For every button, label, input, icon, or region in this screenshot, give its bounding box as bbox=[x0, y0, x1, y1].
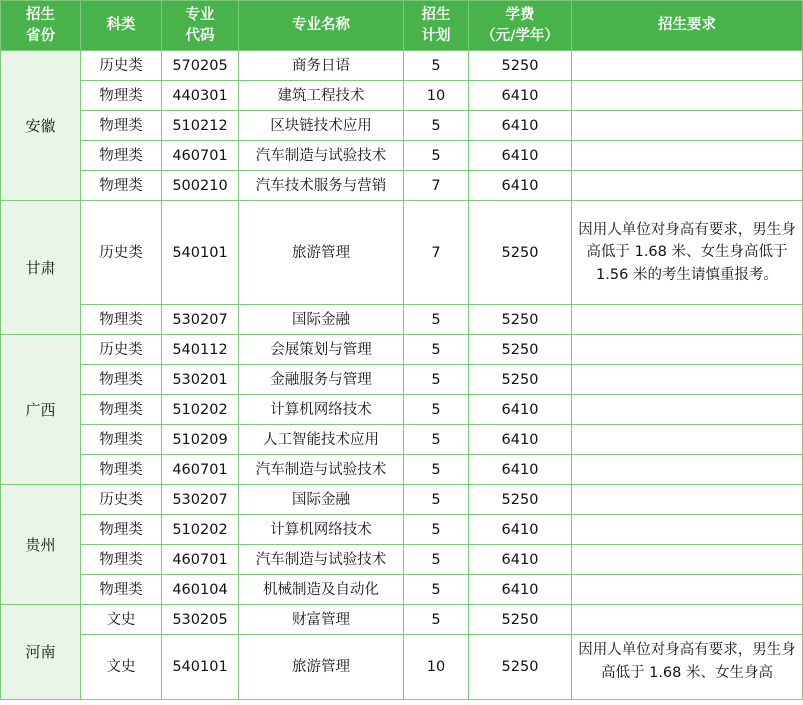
header-fee-text: 学费 （元/学年） bbox=[481, 6, 559, 44]
header-plan bbox=[404, 1, 469, 51]
table-row bbox=[1, 171, 803, 201]
code-cell: 530201 bbox=[162, 365, 239, 395]
requirement-cell bbox=[572, 111, 803, 141]
table-row bbox=[1, 635, 803, 700]
plan-cell: 10 bbox=[404, 81, 469, 111]
plan-cell: 7 bbox=[404, 201, 469, 305]
fee-cell: 5250 bbox=[469, 51, 572, 81]
requirement-cell bbox=[572, 455, 803, 485]
plan-cell: 5 bbox=[404, 395, 469, 425]
code-cell: 460701 bbox=[162, 141, 239, 171]
plan-cell: 5 bbox=[404, 485, 469, 515]
requirement-cell bbox=[572, 425, 803, 455]
plan-cell: 5 bbox=[404, 455, 469, 485]
code-cell: 570205 bbox=[162, 51, 239, 81]
requirement-cell: 因用人单位对身高有要求，男生身高低于 1.68 米、女生身高 bbox=[572, 635, 803, 700]
category-cell: 历史类 bbox=[81, 335, 162, 365]
fee-cell: 6410 bbox=[469, 575, 572, 605]
requirement-cell bbox=[572, 485, 803, 515]
code-cell: 530205 bbox=[162, 605, 239, 635]
category-cell: 文史 bbox=[81, 605, 162, 635]
major-cell: 机械制造及自动化 bbox=[239, 575, 404, 605]
code-cell: 460104 bbox=[162, 575, 239, 605]
plan-cell: 5 bbox=[404, 335, 469, 365]
fee-cell: 6410 bbox=[469, 395, 572, 425]
major-cell: 人工智能技术应用 bbox=[239, 425, 404, 455]
major-cell: 汽车制造与试验技术 bbox=[239, 545, 404, 575]
code-cell: 510209 bbox=[162, 425, 239, 455]
province-cell: 贵州 bbox=[1, 485, 81, 605]
major-cell: 国际金融 bbox=[239, 305, 404, 335]
plan-cell: 5 bbox=[404, 111, 469, 141]
requirement-cell bbox=[572, 335, 803, 365]
code-cell: 460701 bbox=[162, 455, 239, 485]
fee-cell: 6410 bbox=[469, 515, 572, 545]
header-requirement: 招生要求 bbox=[572, 1, 803, 51]
province-cell: 甘肃 bbox=[1, 201, 81, 335]
table-body bbox=[1, 51, 803, 700]
category-cell: 物理类 bbox=[81, 171, 162, 201]
province-cell: 河南 bbox=[1, 605, 81, 700]
requirement-cell bbox=[572, 575, 803, 605]
major-cell: 计算机网络技术 bbox=[239, 515, 404, 545]
fee-cell: 6410 bbox=[469, 81, 572, 111]
table-row bbox=[1, 305, 803, 335]
major-cell: 财富管理 bbox=[239, 605, 404, 635]
table-row bbox=[1, 395, 803, 425]
header-major: 专业名称 bbox=[239, 1, 404, 51]
plan-cell: 7 bbox=[404, 171, 469, 201]
category-cell: 历史类 bbox=[81, 485, 162, 515]
fee-cell: 6410 bbox=[469, 425, 572, 455]
fee-cell: 5250 bbox=[469, 305, 572, 335]
fee-cell: 6410 bbox=[469, 455, 572, 485]
header-category: 科类 bbox=[81, 1, 162, 51]
requirement-cell bbox=[572, 605, 803, 635]
requirement-cell: 因用人单位对身高有要求，男生身高低于 1.68 米、女生身高低于 1.56 米的考生请慎重报考。 bbox=[572, 201, 803, 305]
code-cell: 540101 bbox=[162, 201, 239, 305]
plan-cell: 5 bbox=[404, 51, 469, 81]
table-row bbox=[1, 51, 803, 81]
major-cell: 会展策划与管理 bbox=[239, 335, 404, 365]
plan-cell: 5 bbox=[404, 365, 469, 395]
major-cell: 建筑工程技术 bbox=[239, 81, 404, 111]
major-cell: 汽车制造与试验技术 bbox=[239, 141, 404, 171]
requirement-cell bbox=[572, 171, 803, 201]
requirement-cell bbox=[572, 545, 803, 575]
table-row bbox=[1, 545, 803, 575]
header-province bbox=[1, 1, 81, 51]
code-cell: 460701 bbox=[162, 545, 239, 575]
code-cell: 510202 bbox=[162, 395, 239, 425]
category-cell: 历史类 bbox=[81, 51, 162, 81]
province-cell: 广西 bbox=[1, 335, 81, 485]
fee-cell: 6410 bbox=[469, 111, 572, 141]
header-fee bbox=[469, 1, 572, 51]
requirement-cell bbox=[572, 395, 803, 425]
header-code-text: 专业 代码 bbox=[185, 6, 215, 44]
code-cell: 540112 bbox=[162, 335, 239, 365]
category-cell: 物理类 bbox=[81, 515, 162, 545]
fee-cell: 5250 bbox=[469, 635, 572, 700]
table-row bbox=[1, 575, 803, 605]
fee-cell: 6410 bbox=[469, 141, 572, 171]
code-cell: 530207 bbox=[162, 305, 239, 335]
code-cell: 530207 bbox=[162, 485, 239, 515]
major-cell: 旅游管理 bbox=[239, 201, 404, 305]
table-header bbox=[1, 1, 803, 51]
major-cell: 汽车制造与试验技术 bbox=[239, 455, 404, 485]
fee-cell: 5250 bbox=[469, 335, 572, 365]
major-cell: 汽车技术服务与营销 bbox=[239, 171, 404, 201]
plan-cell: 5 bbox=[404, 575, 469, 605]
category-cell: 物理类 bbox=[81, 305, 162, 335]
major-cell: 计算机网络技术 bbox=[239, 395, 404, 425]
requirement-cell bbox=[572, 515, 803, 545]
category-cell: 物理类 bbox=[81, 545, 162, 575]
code-cell: 500210 bbox=[162, 171, 239, 201]
requirement-cell bbox=[572, 305, 803, 335]
plan-cell: 10 bbox=[404, 635, 469, 700]
fee-cell: 5250 bbox=[469, 485, 572, 515]
requirement-cell bbox=[572, 141, 803, 171]
header-plan-text: 招生 计划 bbox=[421, 6, 451, 44]
code-cell: 510212 bbox=[162, 111, 239, 141]
table-row bbox=[1, 111, 803, 141]
fee-cell: 5250 bbox=[469, 365, 572, 395]
code-cell: 510202 bbox=[162, 515, 239, 545]
table-row bbox=[1, 335, 803, 365]
category-cell: 物理类 bbox=[81, 81, 162, 111]
category-cell: 物理类 bbox=[81, 575, 162, 605]
header-province-text: 招生 省份 bbox=[26, 6, 55, 44]
major-cell: 旅游管理 bbox=[239, 635, 404, 700]
category-cell: 物理类 bbox=[81, 141, 162, 171]
table-row bbox=[1, 425, 803, 455]
table-row bbox=[1, 515, 803, 545]
code-cell: 540101 bbox=[162, 635, 239, 700]
header-row bbox=[1, 1, 803, 51]
category-cell: 物理类 bbox=[81, 111, 162, 141]
fee-cell: 6410 bbox=[469, 545, 572, 575]
major-cell: 金融服务与管理 bbox=[239, 365, 404, 395]
category-cell: 物理类 bbox=[81, 395, 162, 425]
plan-cell: 5 bbox=[404, 605, 469, 635]
table-row bbox=[1, 485, 803, 515]
requirement-cell bbox=[572, 365, 803, 395]
category-cell: 物理类 bbox=[81, 455, 162, 485]
category-cell: 物理类 bbox=[81, 425, 162, 455]
province-cell: 安徽 bbox=[1, 51, 81, 201]
table-row bbox=[1, 365, 803, 395]
fee-cell: 5250 bbox=[469, 201, 572, 305]
fee-cell: 5250 bbox=[469, 605, 572, 635]
code-cell: 440301 bbox=[162, 81, 239, 111]
table-row bbox=[1, 455, 803, 485]
table-row bbox=[1, 605, 803, 635]
category-cell: 物理类 bbox=[81, 365, 162, 395]
major-cell: 区块链技术应用 bbox=[239, 111, 404, 141]
requirement-cell bbox=[572, 51, 803, 81]
category-cell: 历史类 bbox=[81, 201, 162, 305]
fee-cell: 6410 bbox=[469, 171, 572, 201]
table-row bbox=[1, 141, 803, 171]
category-cell: 文史 bbox=[81, 635, 162, 700]
requirement-cell bbox=[572, 81, 803, 111]
major-cell: 商务日语 bbox=[239, 51, 404, 81]
plan-cell: 5 bbox=[404, 425, 469, 455]
plan-cell: 5 bbox=[404, 545, 469, 575]
plan-cell: 5 bbox=[404, 515, 469, 545]
table-row bbox=[1, 201, 803, 305]
header-code bbox=[162, 1, 239, 51]
plan-cell: 5 bbox=[404, 141, 469, 171]
plan-cell: 5 bbox=[404, 305, 469, 335]
major-cell: 国际金融 bbox=[239, 485, 404, 515]
table-row bbox=[1, 81, 803, 111]
